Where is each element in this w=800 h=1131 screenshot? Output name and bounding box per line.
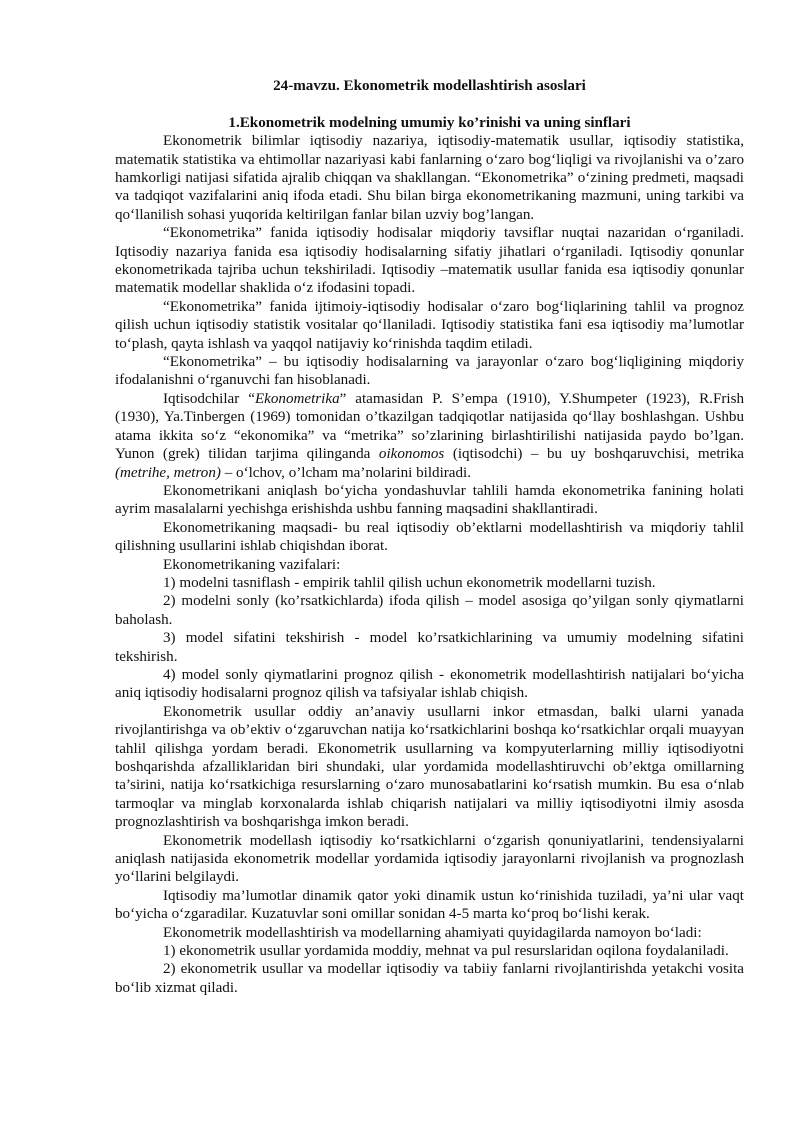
list-item-5: 1) ekonometrik usullar yordamida moddiy, mehnat va pul resurslaridan oqilona foydalaniladi.: [163, 943, 729, 960]
paragraph-5-text-g: – o‘lchov, o’lcham ma’nolarini bildiradi.: [220, 464, 472, 481]
paragraph-5-text-a: Iqtisodchilar “: [163, 390, 255, 407]
paragraph-5-text-c: ” atamasidan P. S’empa (1910), Y.Shumpeter (1923), R.Frish (1930), Ya.Tinbergen (1969) tomonidan o’tkazilgan tadqiqotlar natijasida qo‘llay boshlashgan. Ushbu atama ikkita so‘z “ekonomika” va “metrika” so’zlarining birlashtirilishi natijasida paydo bo’lgan. Yunon (grek) tilidan tarjima qilinganda: [115, 390, 744, 463]
paragraph-5: [115, 390, 744, 482]
paragraph-7: Ekonometrikaning maqsadi- bu real iqtisodiy ob’ektlarni modellashtirish va miqdoriy tahlil qilishning usullarini ishlab chiqishdan iborat.: [115, 519, 744, 555]
paragraph-5-italic-term: Ekonometrika: [254, 390, 340, 407]
list-item-3: 3) model sifatini tekshirish - model ko’rsatkichlarining va umumiy modelning sifatini tekshirish.: [115, 630, 744, 665]
paragraph-14: Ekonometrik modellash iqtisodiy ko‘rsatkichlarni o‘zgarish qonuniyatlarini, tendensiyalarni aniqlash natijasida ekonometrik modellar yordamida iqtisodiy jarayonlarni rivojlanish va prognozlash yo‘llarini belgilaydi.: [115, 832, 744, 886]
paragraph-4: “Ekonometrika” – bu iqtisodiy hodisalarning va jarayonlar o‘zaro bog‘liqligining miqdoriy ifodalanishni o‘rganuvchi fan hisoblanadi.: [115, 354, 744, 389]
title-spacer: [115, 95, 744, 113]
paragraph-16: Ekonometrik modellashtirish va modellarning ahamiyati quyidagilarda namoyon bo‘ladi:: [163, 924, 702, 941]
paragraph-15: Iqtisodiy ma’lumotlar dinamik qator yoki dinamik ustun ko‘rinishida tuziladi, ya’ni ular vaqt bo‘yicha o‘zgaradilar. Kuzatuvlar soni omillar sonidan 4-5 marta ko‘proq bo‘lishi kerak.: [115, 887, 744, 923]
paragraph-2: “Ekonometrika” fanida iqtisodiy hodisalar miqdoriy tavsiflar nuqtai nazaridan o‘rganiladi. Iqtisodiy nazariya fanida esa iqtisodiy hodisalarning sifatiy jihatlari o‘rganiladi. Iqtisodiy qonunlar ekonometrikada tajriba uchun tekshiriladi. Iqtisodiy –matematik usullar fanida esa iqtisodiy qonunlar matematik modellar shaklida o‘z ifodasini topadi.: [115, 225, 744, 297]
paragraph-5-italic-metron: (metrihe, metron): [115, 464, 221, 481]
paragraph-8: Ekonometrikaning vazifalari:: [163, 556, 341, 573]
paragraph-6: Ekonometrikani aniqlash bo‘yicha yondashuvlar tahlili hamda ekonometrika fanining holati ayrim masalalarni yechishga erishishda ushbu fanning maqsadini shakllantiradi.: [115, 482, 744, 518]
section-title: 1.Ekonometrik modelning umumiy ko’rinishi va uning sinflari: [228, 114, 631, 131]
paragraph-5-italic-oikonomos: oikonomos: [378, 446, 445, 463]
paragraph-13: Ekonometrik usullar oddiy an’anaviy usullarni inkor etmasdan, balki ularni yanada rivojlantirishga va ob’ektiv o‘zgaruvchan natija ko‘rsatkichlarini boshqa ko‘rsatkichlar orqali muayyan tahlil qilishga yordam beradi. Ekonometrik usullarning va kompyuterlarning milliy iqtisodiyotni boshqarishda afzalliklaridan biri shundaki, ular yordamida modellashtiruvchi ob’ektga omillarning ta’sirini, natija ko‘rsatkichiga resurslarning o‘zaro munosabatlarini ko‘rsatish mumkin. Bu esa o‘nlab tarmoqlar va minglab korxonalarda ishlab chiqarish natijalari va milliy iqtisodiyotni ilmiy asosda prognozlashtirish va boshqarishga imkon beradi.: [115, 703, 744, 831]
paragraph-3: “Ekonometrika” fanida ijtimoiy-iqtisodiy hodisalar o‘zaro bog‘liqlarining tahlil va prognoz qilish uchun iqtisodiy statistik vositalar qo‘llaniladi. Iqtisodiy statistika fani esa iqtisodiy ma’lumotlar to‘plash, qayta ishlash va yaqqol natijaviy ko‘rinishda taqdim etiladi.: [115, 298, 744, 352]
list-item-6: 2) ekonometrik usullar va modellar iqtisodiy va tabiiy fanlarni rivojlantirishda yetakchi vosita bo‘lib xizmat qiladi.: [115, 961, 744, 996]
list-item-4: 4) model sonly qiymatlarini prognoz qilish - ekonometrik modellashtirish natijalari bo‘yicha aniq iqtisodiy hodisalarni prognoz qilish va tafsiyalar ishlab chiqish.: [115, 666, 744, 702]
list-item-1: 1) modelni tasniflash - empirik tahlil qilish uchun ekonometrik modellarni tuzish.: [163, 574, 656, 591]
paragraph-5-text-e: (iqtisodchi) – bu uy boshqaruvchisi, metrika: [444, 446, 744, 463]
list-item-2: 2) modelni sonly (ko’rsatkichlarda) ifoda qilish – model asosiga qo’yilgan sonly qiymatlarni baholash.: [115, 593, 744, 628]
page-title: 24-mavzu. Ekonometrik modellashtirish asoslari: [273, 78, 586, 94]
paragraph-1: Ekonometrik bilimlar iqtisodiy nazariya, iqtisodiy-matematik usullar, iqtisodiy statistika, matematik statistika va ehtimollar nazariyasi kabi fanlarning o‘zaro bog‘liqligi va rivojlanishi va o’zaro hamkorligi natijasi sifatida ajralib chiqqan va shakllangan. “Ekonometrika” o‘zining predmeti, maqsadi va tadqiqot vazifalarini aniq ifoda etadi. Shu bilan birga ekonometrikaning mazmuni, uning tarkibi va qo‘llanilish sohasi yuqorida keltirilgan fanlar bilan uzviy bog’langan.: [115, 133, 744, 223]
